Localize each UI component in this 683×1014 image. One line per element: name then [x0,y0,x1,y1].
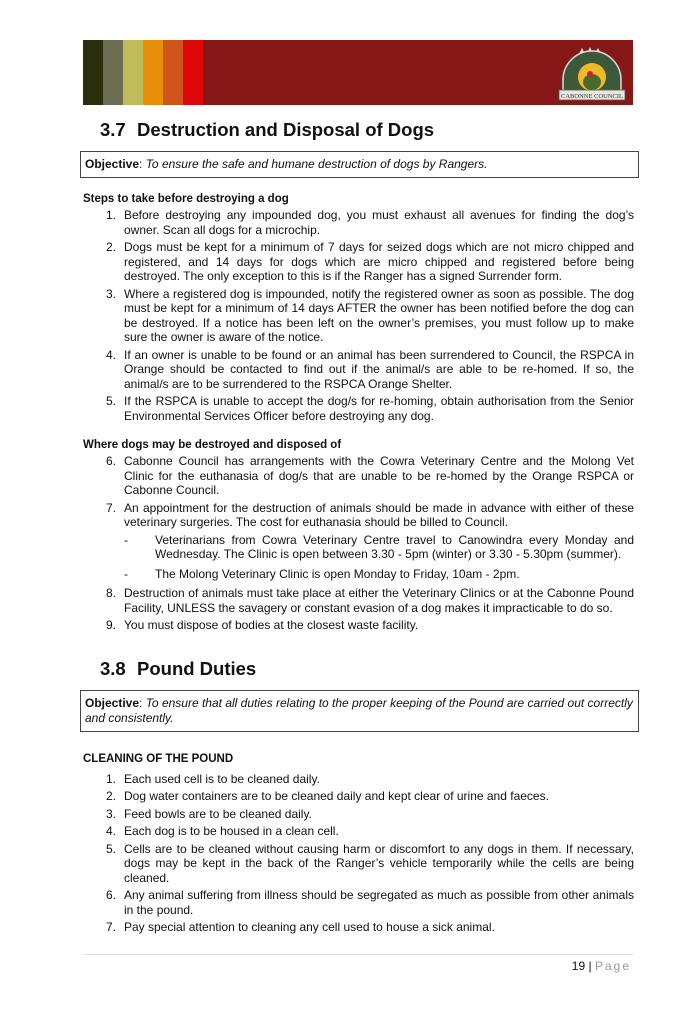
item-number: - [124,532,128,547]
item-text: You must dispose of bodies at the closest waste facility. [124,618,419,632]
item-number: 1. [106,771,117,786]
section-3-8-heading: 3.8 Pound Duties [100,657,257,679]
stripe [123,40,143,105]
item-text: Any animal suffering from illness should be segregated as much as possible from other animals in the pound. [124,888,634,917]
where-list [106,454,634,636]
list-item [106,586,634,615]
list-item [106,240,634,284]
header-banner [83,40,633,105]
item-text: Cells are to be cleaned without causing harm or discomfort to any dogs in them. If necessary, dogs may be kept in the back of the Ranger’s vehicle temporarily while the cells are being cleaned. [124,841,634,885]
cleaning-list [106,772,634,938]
item-number: 5. [106,394,117,408]
where-heading: Where dogs may be destroyed and disposed of [83,439,342,451]
item-number: 6. [106,454,117,468]
page-footer [0,938,683,974]
item-number: 7. [106,920,117,934]
item-number: 2. [106,789,117,803]
item-text: If the RSPCA is unable to accept the dog/s for re-homing, obtain authorisation from the Senior Environmental Services Officer before destroying any dog. [124,394,634,423]
stripe [83,40,103,105]
list-item [106,824,634,839]
item-number: 8. [106,586,117,600]
list-item [106,287,634,345]
item-text: If an owner is unable to be found or an animal has been surrendered to Council, the RSPCA in Orange should be contacted to find out if the animal/s are able to be re-homed. If so, the animal/s are to be surrendered to the RSPCA Orange Shelter. [124,347,634,391]
item-number: 3. [106,806,117,821]
stripe [143,40,163,105]
steps-list [106,208,634,426]
item-text: Each dog is to be housed in a clean cell. [124,824,339,838]
item-text: Pay special attention to cleaning any cell used to house a sick animal. [124,920,495,934]
objective-box-3-8: Objective: To ensure that all duties relating to the proper keeping of the Pound are carried out correctly and consistently. [80,690,639,732]
item-text: Cabonne Council has arrangements with the Cowra Veterinary Centre and the Molong Vet Clinic for the euthanasia of dog/s that are unable to be re-homed by the Orange RSPCA or Cabonne Council. [124,454,634,497]
item-text: Dog water containers are to be cleaned daily and kept clear of urine and faeces. [124,789,549,803]
item-number: 7. [106,500,117,515]
svg-text:CABONNE COUNCIL: CABONNE COUNCIL [561,93,623,100]
list-item [106,618,634,633]
list-item [106,454,634,498]
item-number: 6. [106,888,117,902]
list-item [106,394,634,423]
item-text: Dogs must be kept for a minimum of 7 days for seized dogs which are not micro chipped and registered, and 14 days for dogs which are micro chipped and registered before being destroyed. The only exception to this is if the Ranger has a signed Surrender form. [124,240,634,283]
item-number: 4. [106,347,117,362]
stripe [163,40,183,105]
sub-list-item [124,567,634,582]
list-item [106,842,634,886]
item-text: Feed bowls are to be cleaned daily. [124,806,312,821]
item-number: 5. [106,841,117,856]
steps-heading: Steps to take before destroying a dog [83,193,289,205]
stripe [103,40,123,105]
cabonne-council-logo-icon [557,44,627,102]
cleaning-heading: CLEANING OF THE POUND [83,752,234,765]
item-text: Where a registered dog is impounded, notify the registered owner as soon as possible. The dog must be kept for a minimum of 14 days AFTER the owner has been notified before the dog can be destroyed. If a notice has been left on the owner’s premises, you must follow up to make sure the owner is aware of the notice. [124,286,634,344]
item-text: Before destroying any impounded dog, you must exhaust all avenues for finding the dog’s owner. Scan all dogs for a microchip. [124,208,634,237]
item-text: Veterinarians from Cowra Veterinary Centre travel to Canowindra every Monday and Wednesday. The Clinic is open between 3.30 - 5pm (winter) or 3.30 - 5.30pm (summer). [155,532,634,561]
list-item [106,348,634,392]
section-3-7-heading: 3.7 Destruction and Disposal of Dogs [100,119,435,140]
list-item [106,920,634,935]
item-number: - [124,566,128,581]
item-text: Destruction of animals must take place at either the Veterinary Clinics or at the Cabonne Pound Facility, UNLESS the savagery or constant evasion of a dog makes it impracticable to do so. [124,586,634,615]
list-item [106,501,634,530]
stripe [183,40,203,105]
list-item [106,888,634,917]
list-item [106,789,634,804]
list-item [106,807,634,822]
item-number: 3. [106,286,117,301]
item-number: 2. [106,240,117,254]
footer-divider [83,954,633,955]
item-text: An appointment for the destruction of animals should be made in advance with either of these veterinary surgeries. The cost for euthanasia should be billed to Council. [124,500,634,529]
list-item [106,772,634,787]
page-number: 19 | Page [571,958,631,973]
item-number: 4. [106,824,117,838]
list-item [106,208,634,237]
item-number: 9. [106,618,117,632]
item-text: The Molong Veterinary Clinic is open Monday to Friday, 10am - 2pm. [155,566,520,581]
objective-box-3-7: Objective: To ensure the safe and humane destruction of dogs by Rangers. [80,151,639,178]
item-number: 1. [106,208,117,222]
sub-list-item [124,533,634,562]
item-text: Each used cell is to be cleaned daily. [124,771,320,786]
